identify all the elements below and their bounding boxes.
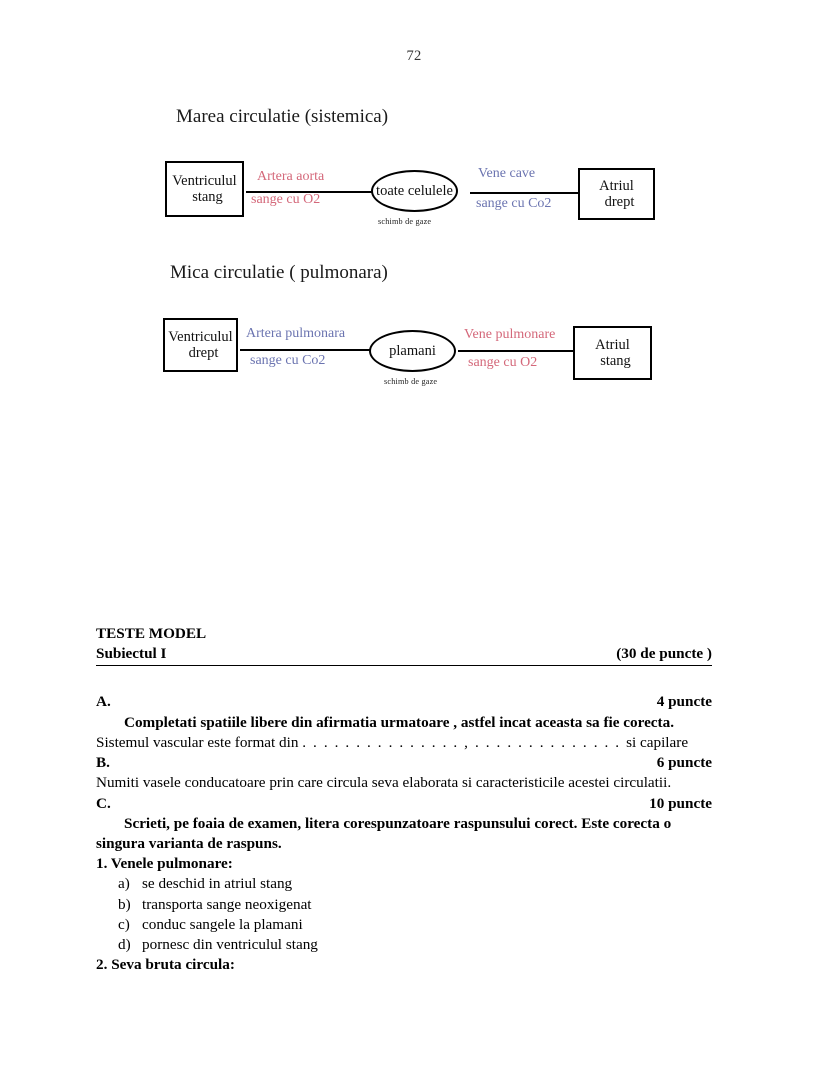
- section-a-letter: A.: [96, 693, 111, 711]
- edge-label-vene-pulmonare: Vene pulmonare: [464, 327, 556, 342]
- node-toate-celulele: [371, 170, 458, 212]
- node-line-2: drept: [604, 194, 635, 210]
- section-c-letter: C.: [96, 794, 111, 812]
- node-ellipse-label: plamani: [389, 342, 436, 359]
- connector-left-pulmonary: [240, 349, 370, 351]
- option-letter: a): [118, 875, 130, 893]
- section-a-instruction: Completati spatiile libere din afirmatia urmatoare , astfel incat aceasta sa fie corecta.: [124, 713, 674, 731]
- section-c-row: [96, 794, 712, 814]
- diagram-pulmonary-title: Mica circulatie ( pulmonara): [170, 262, 388, 283]
- subiectul-points: (30 de puncte ): [616, 645, 712, 663]
- spacer: [96, 666, 712, 692]
- node-ellipse-label: toate celulele: [376, 182, 453, 199]
- node-plamani: [369, 330, 456, 372]
- node-line-2: stang: [192, 189, 223, 205]
- section-a-row: [96, 692, 712, 712]
- option-text: pornesc din ventriculul stang: [142, 936, 318, 954]
- node-atriul-stang: [573, 326, 652, 380]
- node-line-1: Ventriculul: [168, 328, 233, 345]
- option-item[interactable]: [96, 935, 712, 955]
- question-1-options: [96, 874, 712, 955]
- option-text: transporta sange neoxigenat: [142, 895, 312, 913]
- connector-right-pulmonary: [458, 350, 575, 352]
- section-b-row: [96, 753, 712, 773]
- section-b-points: 6 puncte: [656, 754, 712, 772]
- edge-label-sange-cu-co2-pulmonary: sange cu Co2: [250, 353, 326, 368]
- node-line-1: Ventriculul: [172, 172, 237, 189]
- teste-model-heading: TESTE MODEL: [96, 625, 207, 642]
- section-a-points: 4 puncte: [656, 693, 712, 711]
- option-item[interactable]: [96, 915, 712, 935]
- statement-before: Sistemul vascular este format din: [96, 733, 303, 751]
- question-2: 2. Seva bruta circula:: [96, 956, 235, 974]
- section-a-statement: [96, 733, 712, 753]
- page-number: 72: [406, 48, 422, 64]
- subiectul-row: [96, 644, 712, 666]
- edge-label-artera-aorta: Artera aorta: [257, 169, 325, 184]
- option-letter: c): [118, 915, 130, 933]
- node-ventriculul-drept: [163, 318, 238, 372]
- statement-after: si capilare: [626, 733, 689, 751]
- section-b-text: Numiti vasele conducatoare prin care circula seva elaborata si caracteristicile acestei circulatii.: [96, 774, 672, 792]
- node-line-1: Atriul: [599, 177, 634, 194]
- connector-right-systemic: [470, 192, 578, 194]
- edge-label-sange-cu-o2: sange cu O2: [251, 192, 321, 207]
- option-letter: d): [118, 936, 131, 954]
- question-1: 1. Venele pulmonare:: [96, 855, 233, 873]
- subiectul-label: Subiectul I: [96, 645, 167, 663]
- option-letter: b): [118, 895, 131, 913]
- node-line-2: drept: [188, 345, 219, 361]
- option-item[interactable]: [96, 895, 712, 915]
- edge-label-sange-cu-co2: sange cu Co2: [476, 196, 552, 211]
- node-atriul-drept: [578, 168, 655, 220]
- diagram-systemic-title: Marea circulatie (sistemica): [176, 106, 389, 127]
- test-model-section: [96, 624, 712, 976]
- node-ventriculul-stang: [165, 161, 244, 217]
- section-b-letter: B.: [96, 754, 110, 772]
- section-c-points: 10 puncte: [649, 794, 712, 812]
- node-line-2: stang: [600, 353, 631, 369]
- edge-label-sange-cu-o2-pulmonary: sange cu O2: [468, 355, 538, 370]
- option-text: se deschid in atriul stang: [142, 875, 293, 893]
- section-c-instruction-line2: singura varianta de raspuns.: [96, 834, 282, 852]
- option-text: conduc sangele la plamani: [142, 915, 303, 933]
- caption-schimb-de-gaze-systemic: schimb de gaze: [378, 217, 432, 226]
- caption-schimb-de-gaze-pulmonary: schimb de gaze: [384, 377, 438, 386]
- edge-label-vene-cave: Vene cave: [478, 166, 536, 181]
- statement-dots-1: . . . . . . . . . . . . . . . ,: [302, 733, 470, 751]
- section-c-instruction-line1: Scrieti, pe foaia de examen, litera corespunzatoare raspunsului corect. Este corecta o: [124, 814, 672, 832]
- statement-dots-2: . . . . . . . . . . . . . .: [469, 733, 627, 751]
- edge-label-artera-pulmonara: Artera pulmonara: [246, 326, 346, 341]
- node-line-1: Atriul: [595, 336, 630, 353]
- option-item[interactable]: [96, 874, 712, 894]
